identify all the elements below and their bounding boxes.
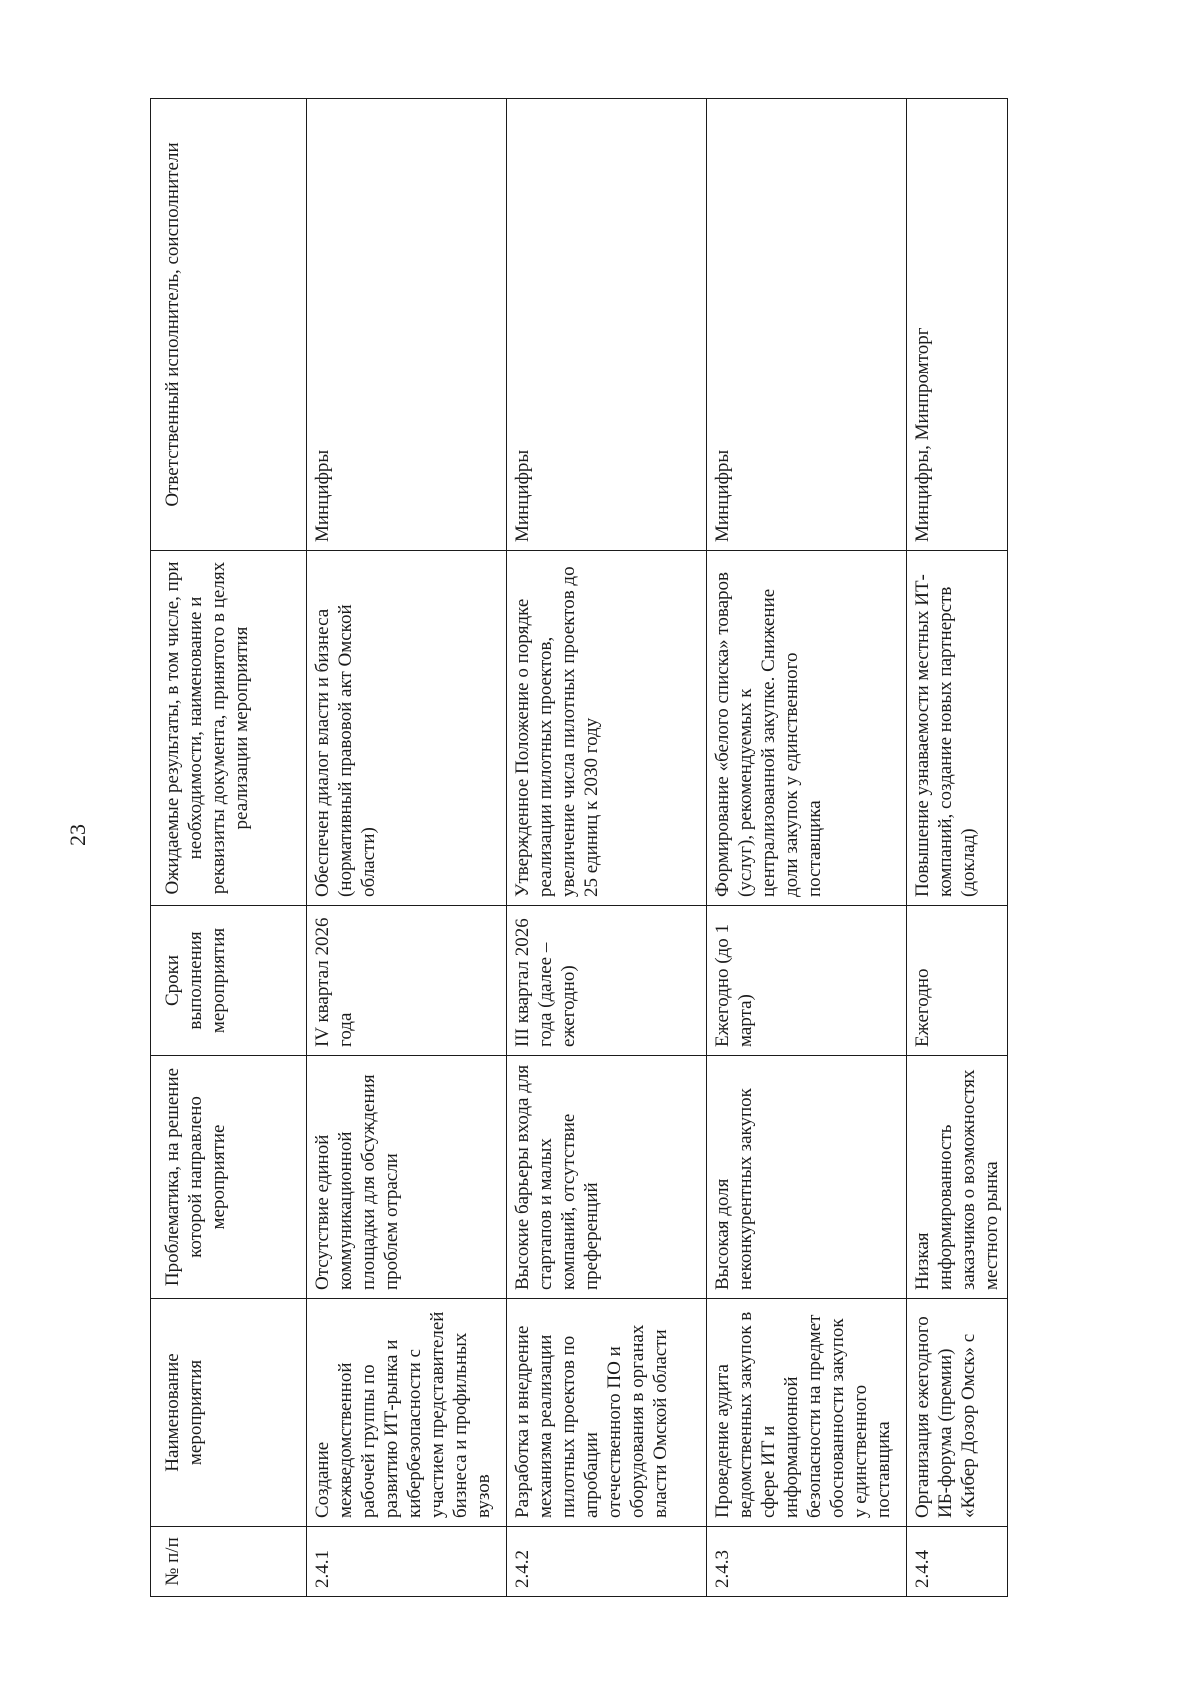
header-problem: Проблематика, на решение которой направлено мероприятие	[151, 1056, 307, 1299]
table-header-row	[151, 99, 307, 1597]
cell-problem: Отсутствие единой коммуникационной площадки для обсуждения проблем отрасли	[307, 1056, 507, 1299]
page-number: 23	[65, 824, 90, 846]
cell-term: Ежегодно	[907, 906, 1008, 1056]
cell-responsible: Минцифры	[507, 99, 707, 551]
rotated-table-container	[150, 99, 1002, 1597]
cell-number: 2.4.4	[907, 1527, 1008, 1597]
cell-result: Обеспечен диалог власти и бизнеса (нормативный правовой акт Омской области)	[307, 551, 507, 906]
cell-name: Организация ежегодного ИБ-форума (премии) «Кибер Дозор Омск» с	[907, 1299, 1008, 1527]
header-number: № п/п	[151, 1527, 307, 1597]
header-name: Наименование мероприятия	[151, 1299, 307, 1527]
table-row	[907, 99, 1008, 1597]
cell-term: Ежегодно (до 1 марта)	[707, 906, 907, 1056]
table-row	[707, 99, 907, 1597]
cell-name: Создание межведомственной рабочей группы по развитию ИТ-рынка и кибербезопасности с участием представителей бизнеса и профильных вузов	[307, 1299, 507, 1527]
measures-table	[150, 98, 1008, 1597]
cell-responsible: Минцифры	[307, 99, 507, 551]
cell-name: Проведение аудита ведомственных закупок в сфере ИТ и информационной безопасности на предмет обоснованности закупок у единственного поставщика	[707, 1299, 907, 1527]
table-row	[507, 99, 707, 1597]
cell-term: IV квартал 2026 года	[307, 906, 507, 1056]
header-result: Ожидаемые результаты, в том числе, при необходимости, наименование и реквизиты документа, принятого в целях реализации мероприятия	[151, 551, 307, 906]
cell-term: III квартал 2026 года (далее – ежегодно)	[507, 906, 707, 1056]
cell-problem: Высокая доля неконкурентных закупок	[707, 1056, 907, 1299]
cell-problem: Низкая информированность заказчиков о возможностях местного рынка	[907, 1056, 1008, 1299]
cell-number: 2.4.1	[307, 1527, 507, 1597]
cell-problem: Высокие барьеры входа для стартапов и малых компаний, отсутствие преференций	[507, 1056, 707, 1299]
cell-number: 2.4.3	[707, 1527, 907, 1597]
header-responsible: Ответственный исполнитель, соисполнители	[151, 99, 307, 551]
cell-name: Разработка и внедрение механизма реализации пилотных проектов по апробации отечественного ПО и оборудования в органах власти Омской области	[507, 1299, 707, 1527]
cell-result: Формирование «белого списка» товаров (услуг), рекомендуемых к централизованной закупке. Снижение доли закупок у единственного поставщика	[707, 551, 907, 906]
header-term: Сроки выполнения мероприятия	[151, 906, 307, 1056]
cell-number: 2.4.2	[507, 1527, 707, 1597]
cell-result: Утвержденное Положение о порядке реализации пилотных проектов, увеличение числа пилотных проектов до 25 единиц к 2030 году	[507, 551, 707, 906]
cell-responsible: Минцифры, Минпромторг	[907, 99, 1008, 551]
cell-result: Повышение узнаваемости местных ИТ-компаний, создание новых партнерств (доклад)	[907, 551, 1008, 906]
cell-responsible: Минцифры	[707, 99, 907, 551]
table-row	[307, 99, 507, 1597]
